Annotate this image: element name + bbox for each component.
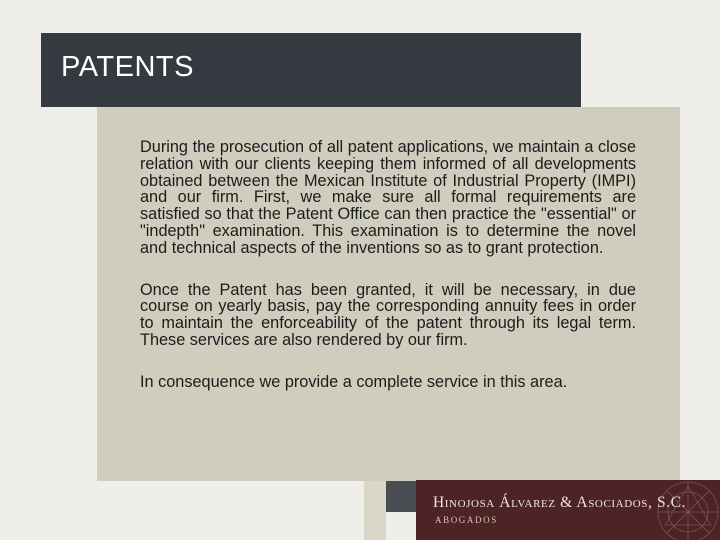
paragraph-conclusion: In consequence we provide a complete service in this area. bbox=[140, 372, 568, 391]
decorative-block-dark bbox=[386, 481, 416, 512]
paragraph-prosecution: During the prosecution of all patent applications, we maintain a close relation with our clients keeping them informed of all developments obtained between the Mexican Institute of Industrial Property (IMPI) and our firm. First, we make sure all formal requirements are satisfied so that the Patent Office can then practice the "essential" or "indepth" examination. This examination is to determine the novel and technical aspects of the inventions so as to grant protection. bbox=[140, 138, 636, 257]
firm-subtitle: ABOGADOS bbox=[435, 515, 498, 525]
geometric-watermark-icon bbox=[648, 480, 720, 540]
title-bar bbox=[41, 33, 581, 107]
slide-title: PATENTS bbox=[61, 51, 194, 83]
content-box bbox=[97, 107, 680, 481]
firm-name: Hinojosa Álvarez & Asociados, S.C. bbox=[433, 494, 687, 511]
body-text bbox=[140, 139, 636, 416]
firm-logo-bar bbox=[416, 480, 720, 540]
decorative-block-light bbox=[364, 481, 386, 540]
paragraph-annuity: Once the Patent has been granted, it will be necessary, in due course on yearly basis, pay the corresponding annuity fees in order to maintain the enforceability of the patent through its legal term. These services are also rendered by our firm. bbox=[140, 280, 636, 349]
